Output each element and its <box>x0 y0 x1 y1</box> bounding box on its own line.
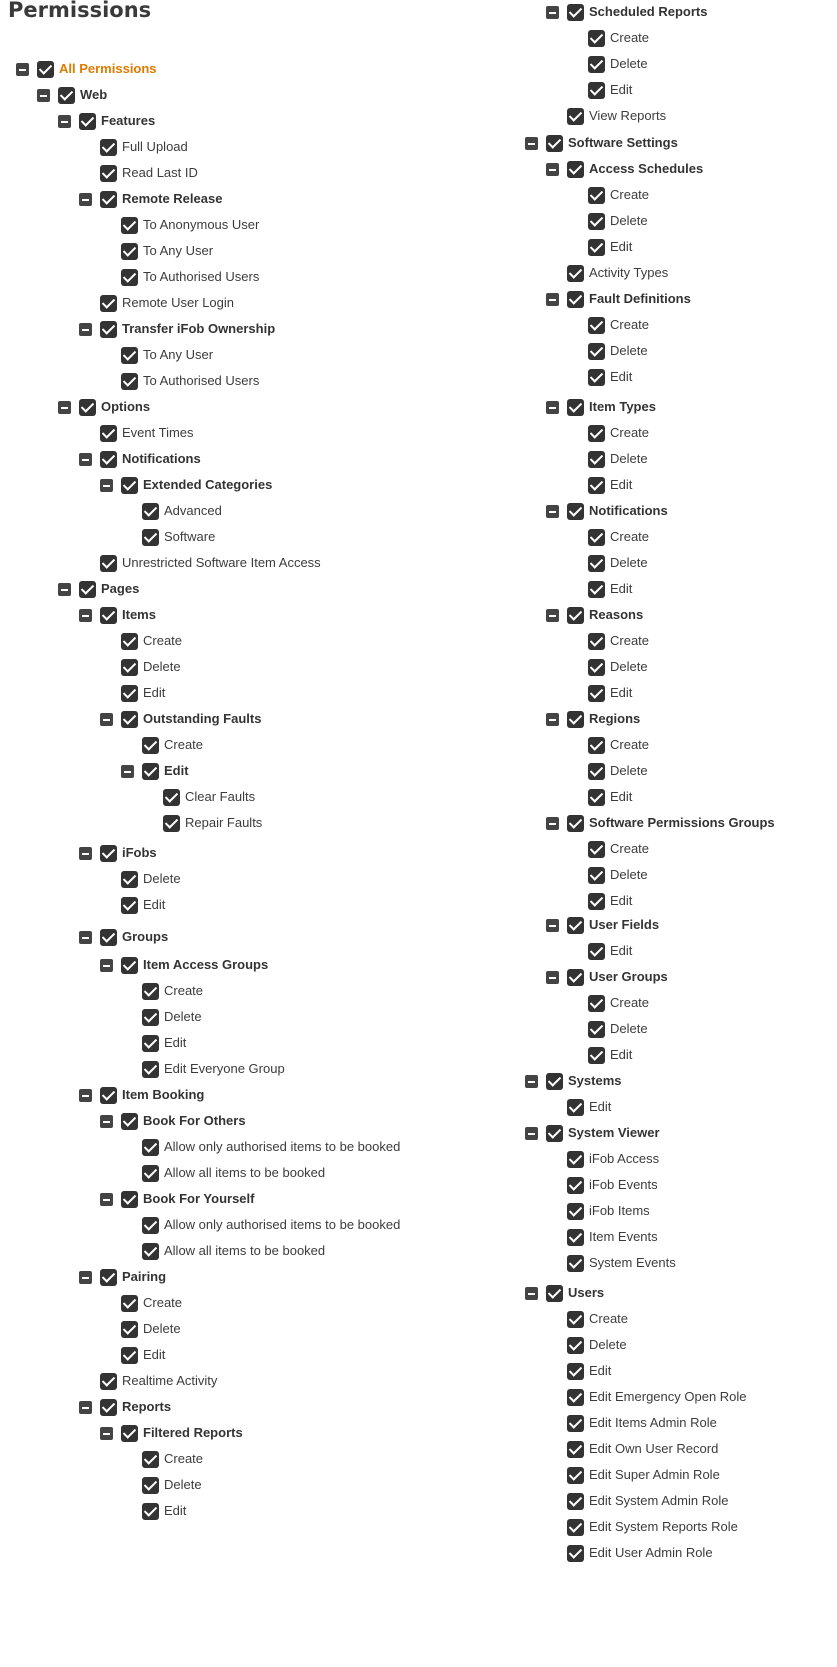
collapse-toggle-icon[interactable] <box>546 6 559 19</box>
permission-row-delete <box>0 1019 648 1039</box>
permission-label: Delete <box>164 1477 202 1492</box>
permission-checkbox-create[interactable] <box>588 187 605 204</box>
permission-checkbox-edit[interactable] <box>588 1047 605 1064</box>
permission-checkbox-create[interactable] <box>567 1311 584 1328</box>
permission-checkbox-notifications[interactable] <box>567 503 584 520</box>
permission-label: Edit User Admin Role <box>589 1545 713 1560</box>
collapse-toggle-icon[interactable] <box>546 293 559 306</box>
permission-label: Remote User Login <box>122 295 234 310</box>
permission-label: Create <box>164 737 204 752</box>
permission-label: Users <box>568 1285 605 1300</box>
permission-row-create <box>0 631 650 651</box>
permission-label: Delete <box>610 213 648 228</box>
permission-checkbox-delete[interactable] <box>588 1021 605 1038</box>
page-title: Permissions <box>8 0 152 22</box>
permission-label: Allow all items to be booked <box>164 1165 326 1180</box>
permission-label: Delete <box>610 867 648 882</box>
permission-label: Edit Everyone Group <box>164 1061 285 1076</box>
permission-label: Clear Faults <box>185 789 256 804</box>
collapse-toggle-icon[interactable] <box>546 163 559 176</box>
permission-label: Pages <box>101 581 140 596</box>
permission-checkbox-edit-own-user-record[interactable] <box>567 1441 584 1458</box>
permission-label: Transfer iFob Ownership <box>122 321 276 336</box>
permission-label: Groups <box>122 929 169 944</box>
permission-checkbox-create[interactable] <box>588 841 605 858</box>
permission-checkbox-edit-system-reports-role[interactable] <box>567 1519 584 1536</box>
permission-checkbox-edit-system-admin-role[interactable] <box>567 1493 584 1510</box>
permission-label: Edit <box>610 239 633 254</box>
permission-label: Delete <box>610 451 648 466</box>
permission-label: Fault Definitions <box>589 291 691 306</box>
permission-row-edit <box>0 941 633 961</box>
permission-label: Allow only authorised items to be booked <box>164 1139 401 1154</box>
permission-label: User Groups <box>589 969 668 984</box>
permission-row-create <box>0 28 650 48</box>
permission-label: Advanced <box>164 503 222 518</box>
permission-label: iFob Access <box>589 1151 660 1166</box>
permission-label: Edit <box>164 1503 187 1518</box>
permission-checkbox-edit[interactable] <box>588 893 605 910</box>
permission-checkbox-edit-user-admin-role[interactable] <box>567 1545 584 1562</box>
permission-checkbox-edit[interactable] <box>567 1363 584 1380</box>
permission-row-item-events <box>0 1227 658 1247</box>
permission-label: Delete <box>143 871 181 886</box>
permission-label: Delete <box>610 343 648 358</box>
permission-row-create <box>0 735 650 755</box>
permission-label: iFob Events <box>589 1177 658 1192</box>
permission-label: Create <box>610 995 650 1010</box>
permission-row-delete <box>0 657 648 677</box>
collapse-toggle-icon[interactable] <box>546 505 559 518</box>
permission-label: To Authorised Users <box>143 373 260 388</box>
permission-label: System Viewer <box>568 1125 660 1140</box>
permission-label: Filtered Reports <box>143 1425 243 1440</box>
permission-row-user-fields <box>0 915 660 935</box>
permission-checkbox-edit[interactable] <box>588 789 605 806</box>
permission-label: Delete <box>143 1321 181 1336</box>
permission-checkbox-delete[interactable] <box>588 555 605 572</box>
permission-row-edit-system-admin-role <box>0 1491 729 1511</box>
permission-label: Notifications <box>122 451 201 466</box>
permission-checkbox-edit[interactable] <box>588 369 605 386</box>
permission-label: Full Upload <box>122 139 188 154</box>
permission-label: To Any User <box>143 347 214 362</box>
permission-label: Item Events <box>589 1229 658 1244</box>
permission-checkbox-delete[interactable] <box>588 659 605 676</box>
permission-label: Create <box>610 737 650 752</box>
permission-checkbox-user-fields[interactable] <box>567 917 584 934</box>
permission-row-ifob-items <box>0 1201 650 1221</box>
permission-checkbox-systems[interactable] <box>546 1073 563 1090</box>
permission-label: User Fields <box>589 917 660 932</box>
permission-checkbox-edit[interactable] <box>588 477 605 494</box>
permission-row-edit <box>0 683 633 703</box>
permission-label: Item Access Groups <box>143 957 269 972</box>
permission-label: Items <box>122 607 156 622</box>
permission-label: Notifications <box>589 503 668 518</box>
permission-label: Extended Categories <box>143 477 273 492</box>
permission-label: Edit Own User Record <box>589 1441 719 1456</box>
permission-checkbox-create[interactable] <box>588 995 605 1012</box>
permission-checkbox-create[interactable] <box>588 30 605 47</box>
collapse-toggle-icon[interactable] <box>525 1287 538 1300</box>
permission-label: Edit <box>610 581 633 596</box>
permission-checkbox-edit-super-admin-role[interactable] <box>567 1467 584 1484</box>
permission-label: Unrestricted Software Item Access <box>122 555 321 570</box>
permission-label: Edit <box>610 369 633 384</box>
permission-label: Access Schedules <box>589 161 704 176</box>
permission-label: Edit <box>589 1363 612 1378</box>
permission-label: Delete <box>610 555 648 570</box>
permission-label: Edit <box>164 1035 187 1050</box>
permission-label: Edit <box>610 477 633 492</box>
permission-checkbox-edit[interactable] <box>588 581 605 598</box>
permission-row-edit-user-admin-role <box>0 1543 713 1563</box>
permission-label: Activity Types <box>589 265 669 280</box>
permission-label: Delete <box>164 1009 202 1024</box>
permission-label: Remote Release <box>122 191 223 206</box>
permission-row-systems <box>0 1071 622 1091</box>
permission-label: Edit <box>610 1047 633 1062</box>
permission-checkbox-item-events[interactable] <box>567 1229 584 1246</box>
permission-label: iFobs <box>122 845 157 860</box>
permission-label: Item Types <box>589 399 656 414</box>
permission-label: Create <box>164 983 204 998</box>
permission-checkbox-delete[interactable] <box>588 763 605 780</box>
permission-label: Create <box>143 633 183 648</box>
permission-checkbox-edit[interactable] <box>567 1099 584 1116</box>
permission-label: Edit <box>610 893 633 908</box>
permission-label: Features <box>101 113 156 128</box>
permission-label: Repair Faults <box>185 815 263 830</box>
permission-label: Read Last ID <box>122 165 198 180</box>
permission-label: View Reports <box>589 108 667 123</box>
permission-label: Delete <box>610 56 648 71</box>
permission-checkbox-software-settings[interactable] <box>546 135 563 152</box>
permission-checkbox-ifob-items[interactable] <box>567 1203 584 1220</box>
permission-label: Pairing <box>122 1269 167 1284</box>
permission-checkbox-ifob-access[interactable] <box>567 1151 584 1168</box>
permission-label: Edit <box>164 763 189 778</box>
permission-checkbox-system-viewer[interactable] <box>546 1125 563 1142</box>
permission-checkbox-item-types[interactable] <box>567 399 584 416</box>
permission-label: Software Settings <box>568 135 678 150</box>
collapse-toggle-icon[interactable] <box>546 817 559 830</box>
permission-checkbox-delete[interactable] <box>588 56 605 73</box>
permission-label: Edit Super Admin Role <box>589 1467 720 1482</box>
collapse-toggle-icon[interactable] <box>525 1075 538 1088</box>
permission-row-ifob-access <box>0 1149 660 1169</box>
permission-label: All Permissions <box>59 61 157 76</box>
permission-label: Delete <box>589 1337 627 1352</box>
permission-row-edit <box>0 891 633 911</box>
permission-label: Edit <box>589 1099 612 1114</box>
permission-label: Create <box>589 1311 629 1326</box>
permission-checkbox-delete[interactable] <box>588 343 605 360</box>
permission-label: Realtime Activity <box>122 1373 218 1388</box>
permission-label: Create <box>143 1295 183 1310</box>
permission-row-edit-system-reports-role <box>0 1517 738 1537</box>
permission-row-edit <box>0 1045 633 1065</box>
permission-label: Event Times <box>122 425 194 440</box>
permission-checkbox-edit[interactable] <box>588 943 605 960</box>
permission-checkbox-delete[interactable] <box>567 1337 584 1354</box>
permission-checkbox-edit[interactable] <box>588 82 605 99</box>
permission-label: Options <box>101 399 151 414</box>
permission-label: Edit Emergency Open Role <box>589 1389 747 1404</box>
permission-checkbox-edit-items-admin-role[interactable] <box>567 1415 584 1432</box>
permission-row-system-events <box>0 1253 676 1273</box>
permission-checkbox-system-events[interactable] <box>567 1255 584 1272</box>
permission-label: Edit System Reports Role <box>589 1519 738 1534</box>
collapse-toggle-icon[interactable] <box>546 971 559 984</box>
permission-row-user-groups <box>0 967 668 987</box>
permission-label: Create <box>610 633 650 648</box>
permission-row-edit <box>0 1097 612 1117</box>
permission-label: Delete <box>610 1021 648 1036</box>
permission-label: Reasons <box>589 607 644 622</box>
permission-checkbox-software-permissions-groups[interactable] <box>567 815 584 832</box>
permission-label: Edit <box>143 897 166 912</box>
permission-checkbox-activity-types[interactable] <box>567 265 584 282</box>
permission-label: Delete <box>143 659 181 674</box>
permission-checkbox-delete[interactable] <box>588 451 605 468</box>
permission-checkbox-create[interactable] <box>588 737 605 754</box>
collapse-toggle-icon[interactable] <box>546 401 559 414</box>
permission-label: Edit <box>610 82 633 97</box>
permission-label: Allow only authorised items to be booked <box>164 1217 401 1232</box>
permission-label: Create <box>610 187 650 202</box>
permission-label: Edit <box>610 943 633 958</box>
permission-checkbox-reasons[interactable] <box>567 607 584 624</box>
permission-label: Delete <box>610 763 648 778</box>
permission-label: Edit Items Admin Role <box>589 1415 717 1430</box>
permission-label: Outstanding Faults <box>143 711 262 726</box>
permission-label: Edit <box>143 685 166 700</box>
permission-checkbox-edit-emergency-open-role[interactable] <box>567 1389 584 1406</box>
permission-label: Systems <box>568 1073 622 1088</box>
collapse-toggle-icon[interactable] <box>525 1127 538 1140</box>
permission-label: To Anonymous User <box>143 217 260 232</box>
permission-checkbox-create[interactable] <box>588 425 605 442</box>
permission-label: iFob Items <box>589 1203 650 1218</box>
permission-label: System Events <box>589 1255 676 1270</box>
permission-row-ifob-events <box>0 1175 658 1195</box>
permission-label: Create <box>610 317 650 332</box>
permission-checkbox-delete[interactable] <box>588 213 605 230</box>
permission-checkbox-edit[interactable] <box>588 685 605 702</box>
permission-checkbox-regions[interactable] <box>567 711 584 728</box>
permission-row-delete <box>0 865 648 885</box>
permission-checkbox-users[interactable] <box>546 1285 563 1302</box>
permission-label: To Any User <box>143 243 214 258</box>
permission-checkbox-ifob-events[interactable] <box>567 1177 584 1194</box>
permission-checkbox-create[interactable] <box>588 633 605 650</box>
permission-checkbox-edit[interactable] <box>588 239 605 256</box>
permission-label: Create <box>610 841 650 856</box>
permission-row-system-viewer <box>0 1123 660 1143</box>
permission-checkbox-user-groups[interactable] <box>567 969 584 986</box>
permission-label: Create <box>610 425 650 440</box>
permission-label: Software Permissions Groups <box>589 815 775 830</box>
permission-label: Edit <box>610 789 633 804</box>
permission-label: Delete <box>610 659 648 674</box>
permission-label: Create <box>164 1451 204 1466</box>
permission-label: Create <box>610 529 650 544</box>
permission-label: Reports <box>122 1399 172 1414</box>
permission-label: Book For Others <box>143 1113 246 1128</box>
permission-label: Create <box>610 30 650 45</box>
permission-row-create <box>0 993 650 1013</box>
collapse-toggle-icon[interactable] <box>546 609 559 622</box>
permission-checkbox-create[interactable] <box>588 529 605 546</box>
permission-label: Edit <box>610 685 633 700</box>
permission-checkbox-scheduled-reports[interactable] <box>567 4 584 21</box>
permission-checkbox-access-schedules[interactable] <box>567 161 584 178</box>
permission-label: To Authorised Users <box>143 269 260 284</box>
permission-checkbox-fault-definitions[interactable] <box>567 291 584 308</box>
permission-label: Edit System Admin Role <box>589 1493 729 1508</box>
collapse-toggle-icon[interactable] <box>525 137 538 150</box>
permission-checkbox-view-reports[interactable] <box>567 108 584 125</box>
collapse-toggle-icon[interactable] <box>546 919 559 932</box>
permission-label: Web <box>80 87 108 102</box>
permission-label: Software <box>164 529 216 544</box>
permission-label: Regions <box>589 711 641 726</box>
permission-label: Scheduled Reports <box>589 4 708 19</box>
collapse-toggle-icon[interactable] <box>546 713 559 726</box>
permission-label: Allow all items to be booked <box>164 1243 326 1258</box>
permission-label: Book For Yourself <box>143 1191 255 1206</box>
permission-label: Edit <box>143 1347 166 1362</box>
permission-checkbox-create[interactable] <box>588 317 605 334</box>
permission-checkbox-delete[interactable] <box>588 867 605 884</box>
permission-label: Item Booking <box>122 1087 205 1102</box>
